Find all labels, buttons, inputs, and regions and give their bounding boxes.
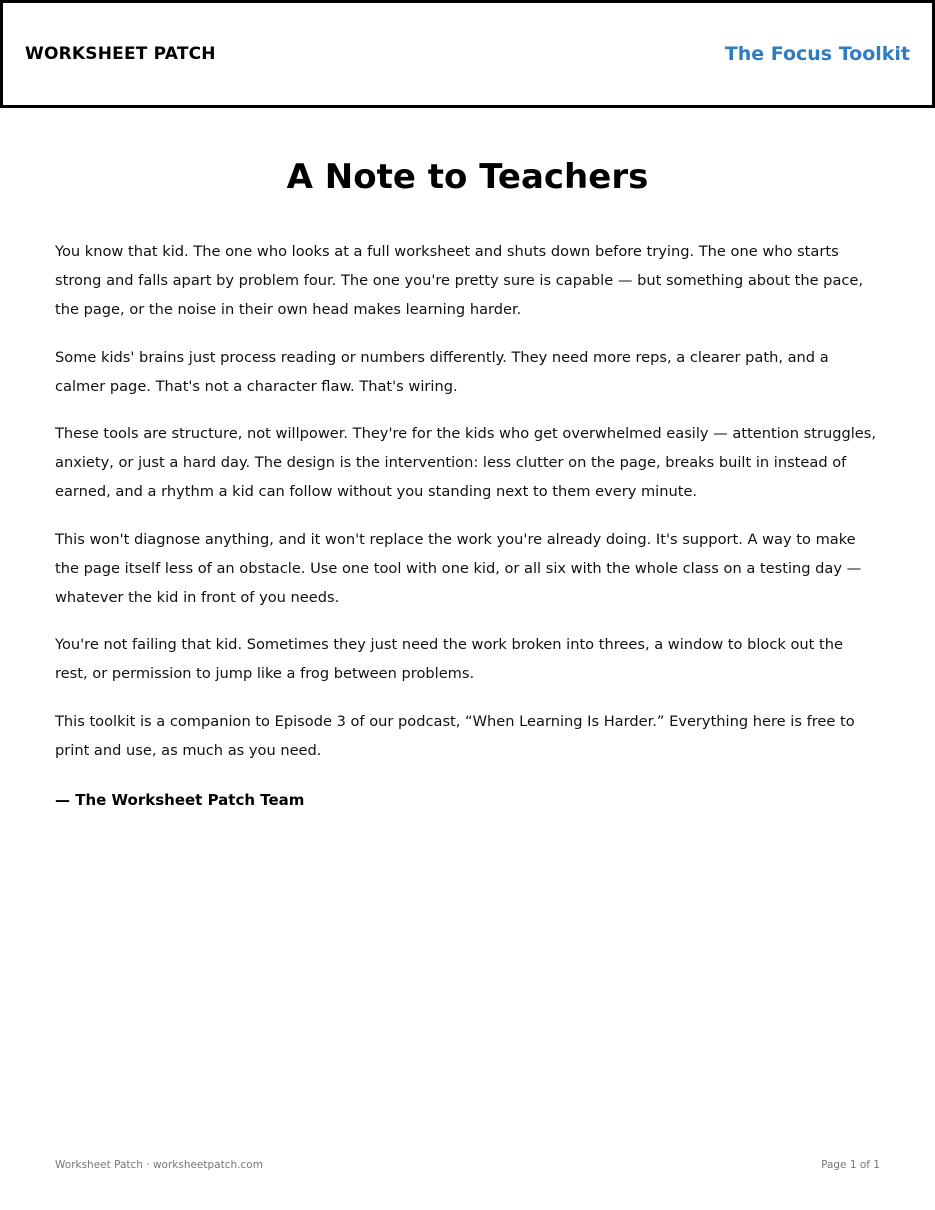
letter-body — [55, 237, 880, 809]
paragraph: These tools are structure, not willpower. They're for the kids who get overwhelmed easily — attention struggles, anxiety, or just a hard day. The design is the intervention: less clutter on the page, breaks built in instead of earned, and a rhythm a kid can follow without you standing next to them every minute. — [55, 425, 877, 501]
page-title: A Note to Teachers — [286, 157, 649, 197]
signoff: — The Worksheet Patch Team — [55, 791, 305, 810]
toolkit-title: The Focus Toolkit — [724, 43, 910, 65]
paragraph: This toolkit is a companion to Episode 3 of our podcast, “When Learning Is Harder.” Everything here is free to print and use, as much as you need. — [55, 712, 855, 759]
brand-name: WORKSHEET PATCH — [25, 44, 216, 64]
footer-site: Worksheet Patch · worksheetpatch.com — [55, 1159, 263, 1171]
page-number: Page 1 of 1 — [821, 1159, 880, 1171]
paragraph: This won't diagnose anything, and it won't replace the work you're already doing. It's support. A way to make the page itself less of an obstacle. Use one tool with one kid, or all six with the whole class on a testing day — whatever the kid in front of you needs. — [55, 530, 862, 607]
page-footer — [55, 1159, 880, 1171]
page-header — [0, 0, 935, 108]
paragraph: You know that kid. The one who looks at a full worksheet and shuts down before trying. The one who starts strong and falls apart by problem four. The one you're pretty sure is capable — but something about the pace, the page, or the noise in their own head makes learning harder. — [55, 243, 864, 319]
paragraph: Some kids' brains just process reading or numbers differently. They need more reps, a clearer path, and a calmer page. That's not a character flaw. That's wiring. — [55, 348, 829, 395]
paragraph: You're not failing that kid. Sometimes they just need the work broken into threes, a window to block out the rest, or permission to jump like a frog between problems. — [55, 636, 843, 683]
